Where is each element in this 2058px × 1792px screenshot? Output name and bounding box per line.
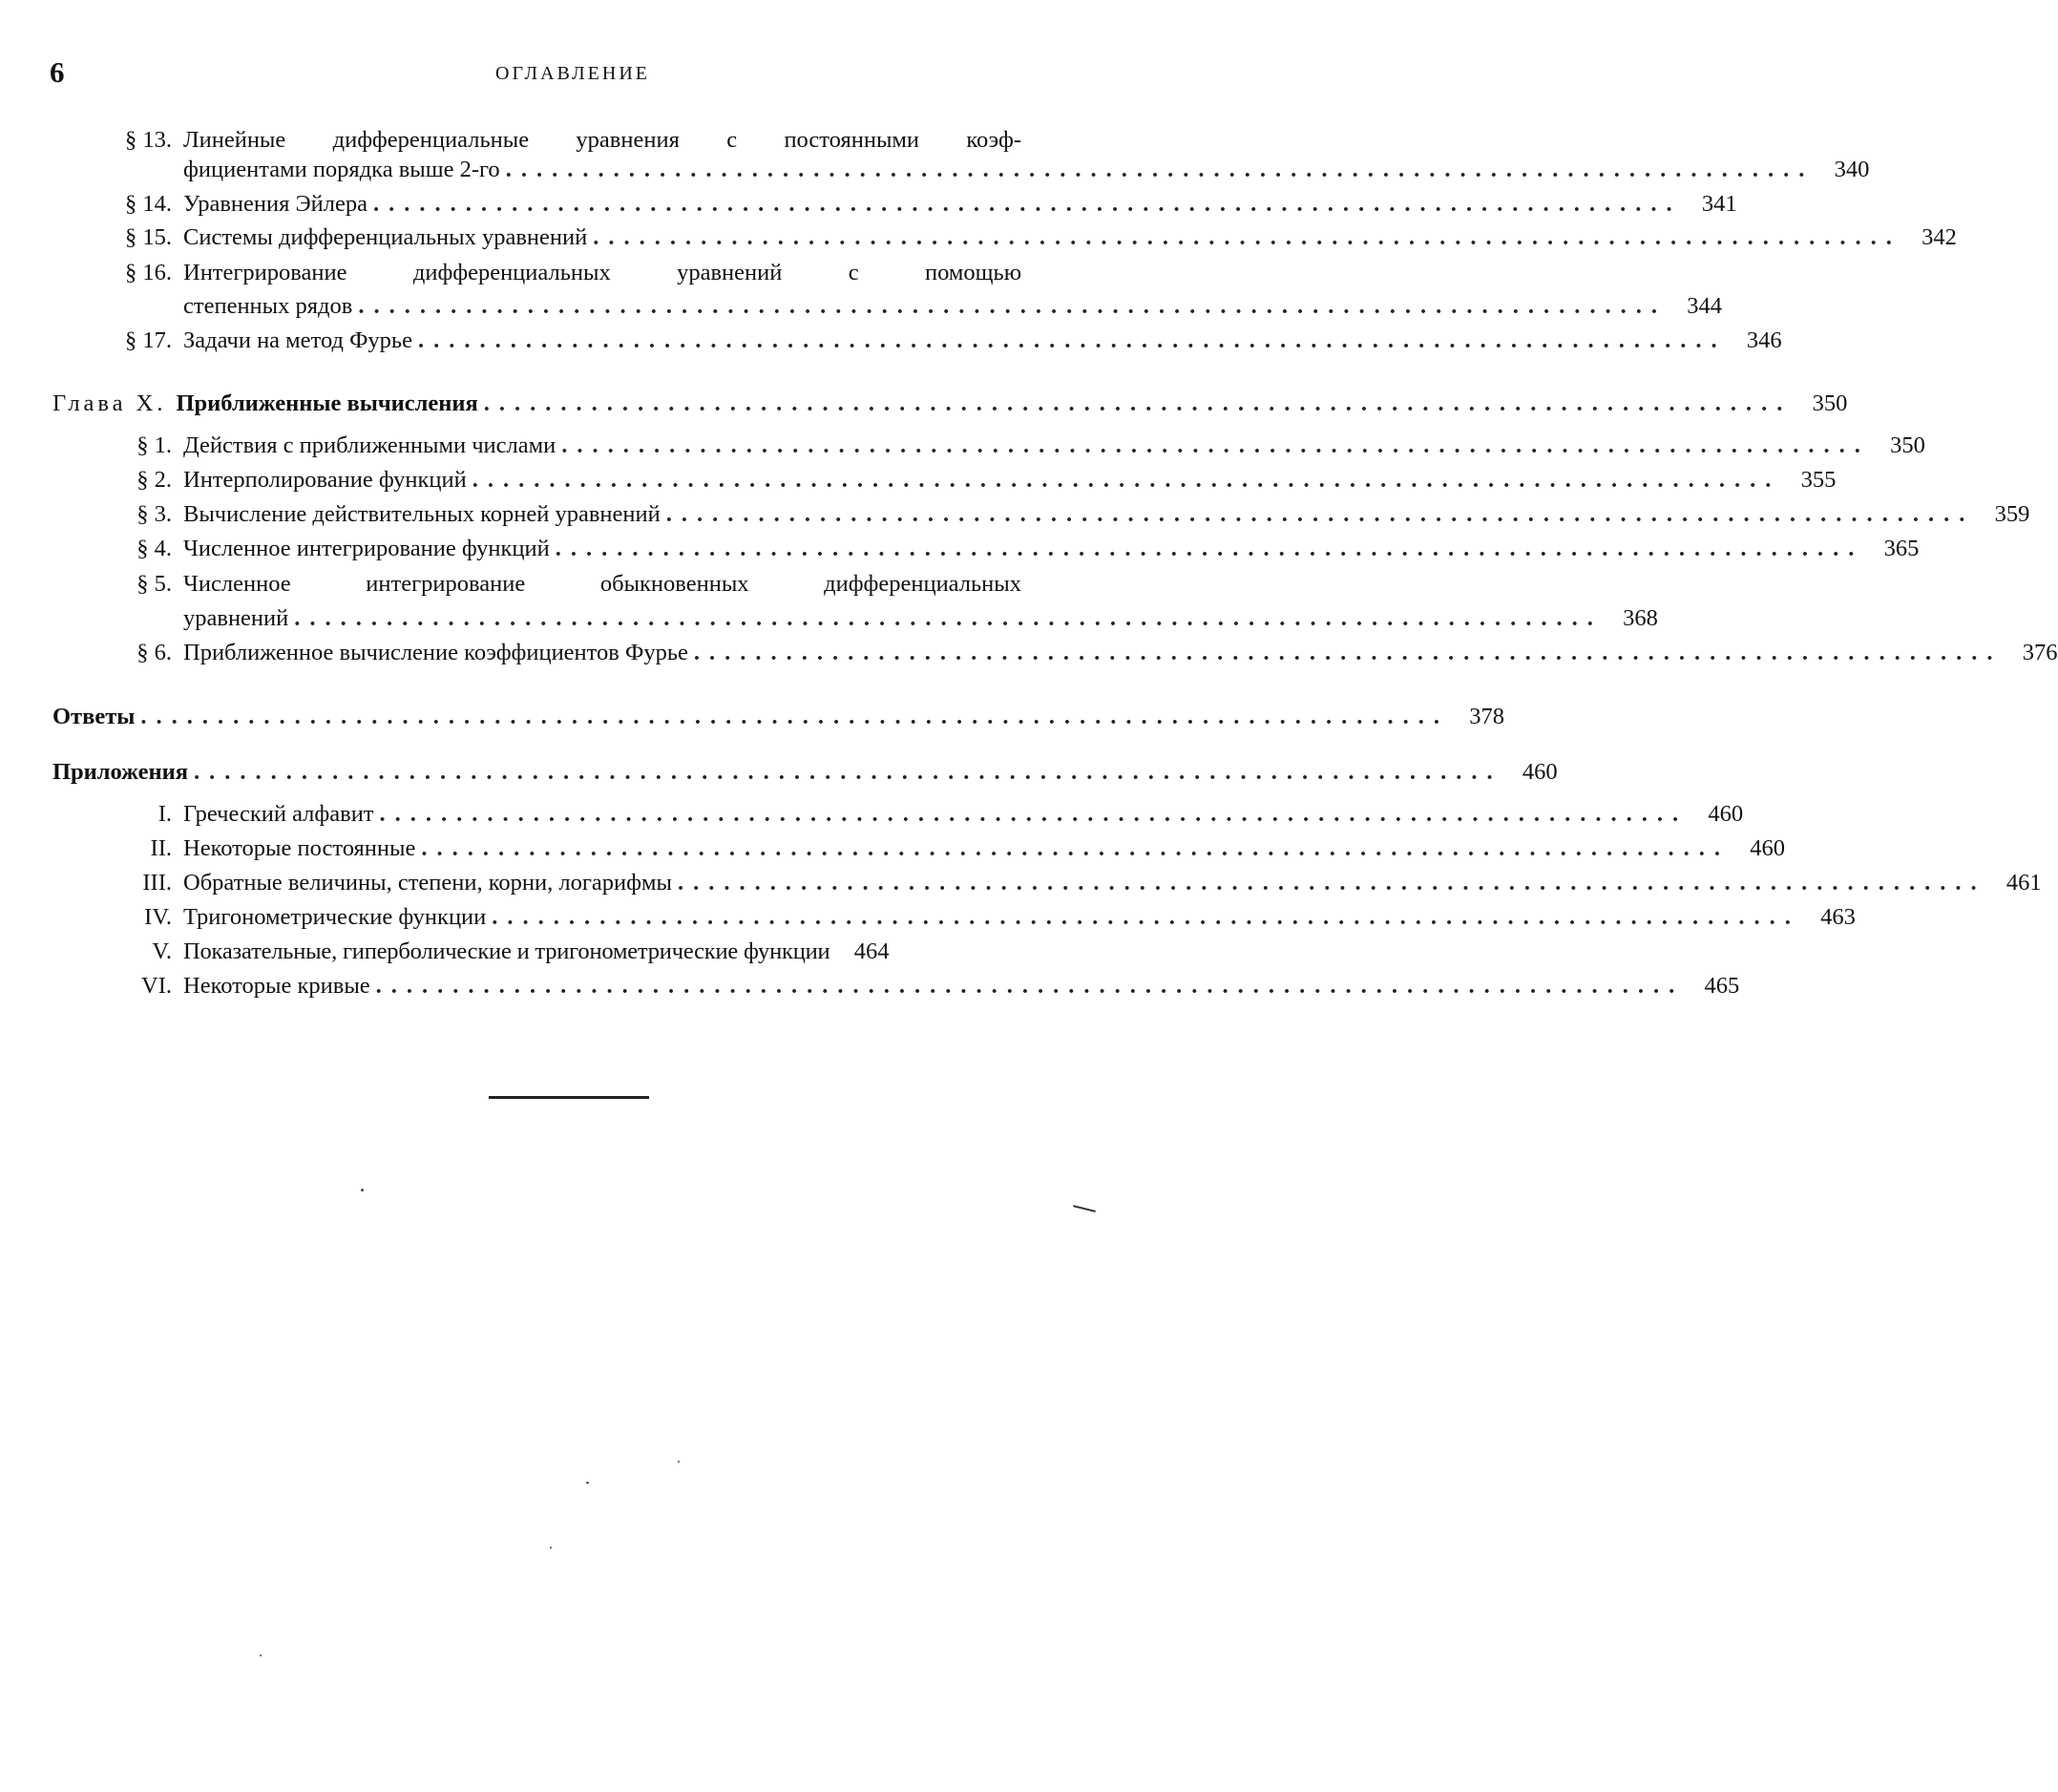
dot-leader: ..................................................................................... [373, 191, 1682, 217]
toc-entry-title: Уравнения Эйлера [183, 191, 368, 217]
toc-entry-page: 355 [1800, 467, 1837, 493]
toc-entry-page: 460 [1750, 835, 1785, 861]
toc-appendix-4 [105, 903, 1856, 932]
toc-entry-title: Греческий алфавит [183, 801, 374, 827]
toc-entry-number: § 6. [136, 640, 172, 665]
toc-entry-page: 378 [1469, 704, 1504, 729]
toc-appendices [52, 758, 1558, 787]
toc-entry-title: степенных рядов [183, 293, 353, 319]
toc-entry-page: 350 [1812, 390, 1848, 416]
dot-leader: ..................................................................................... [677, 870, 1986, 896]
toc-appendix-5 [105, 938, 1077, 966]
toc-entry-number: III. [142, 870, 172, 896]
dot-leader: ..................................................................................... [358, 293, 1667, 319]
toc-entry-number: § 17. [125, 327, 172, 353]
dot-leader: ..................................................................................... [472, 467, 1781, 493]
dot-leader: ..................................................................................... [483, 390, 1793, 416]
dot-leader: ..................................................................................... [561, 432, 1870, 458]
toc-entry-title: Показательные, гиперболические и тригонометрические функции [183, 938, 830, 964]
toc-entry-number: V. [152, 938, 172, 964]
toc-entry-page: 341 [1701, 191, 1737, 217]
toc-entry-ch10-s5-line1 [105, 570, 1021, 599]
toc-entry-number: § 5. [136, 571, 172, 597]
dot-leader: ..................................................................................... [555, 536, 1864, 561]
toc-entry-s17 [105, 327, 1782, 355]
toc-entry-page: 461 [2006, 870, 2042, 896]
toc-entry-title: Численное интегрирование функций [183, 536, 550, 561]
toc-entry-title: уравнений [183, 605, 289, 631]
scan-speck [586, 1482, 589, 1484]
toc-appendix-1 [105, 800, 1744, 829]
toc-entry-title: Численное интегрирование обыкновенных дифференциальных [183, 571, 1021, 597]
toc-entry-s16-line2 [183, 292, 1722, 321]
toc-entry-number: I. [158, 801, 172, 827]
scan-speck [678, 1461, 680, 1463]
toc-entry-title: Системы дифференциальных уравнений [183, 224, 588, 250]
toc-entry-s13-line2 [183, 156, 1870, 184]
toc-entry-title: Некоторые кривые [183, 973, 370, 999]
toc-entry-title: Действия с приближенными числами [183, 432, 556, 458]
toc-entry-s15 [105, 223, 1957, 252]
dot-leader: ..................................................................................... [140, 704, 1449, 729]
dot-leader: ..................................................................................... [294, 605, 1603, 631]
appendices-title: Приложения [52, 759, 188, 785]
running-head: ОГЛАВЛЕНИЕ [495, 63, 650, 84]
scan-speck [361, 1189, 364, 1191]
toc-entry-page: 350 [1890, 432, 1925, 458]
toc-entry-page: 463 [1820, 904, 1856, 930]
toc-entry-s16-line1 [105, 259, 1021, 287]
toc-entry-page: 368 [1623, 605, 1658, 631]
toc-entry-number: § 1. [136, 432, 172, 458]
toc-appendix-6 [105, 972, 1740, 1001]
toc-entry-number: IV. [144, 904, 172, 930]
chapter-prefix: Глава X. [52, 390, 167, 416]
toc-entry-number: VI. [141, 973, 172, 999]
toc-entry-page: 365 [1883, 536, 1920, 561]
toc-entry-title: Некоторые постоянные [183, 835, 416, 861]
dot-leader: ..................................................................................... [421, 835, 1730, 861]
scan-speck [260, 1655, 262, 1656]
dot-leader: ..................................................................................... [505, 157, 1815, 182]
toc-entry-title: Обратные величины, степени, корни, логарифмы [183, 870, 672, 896]
toc-appendix-3 [105, 869, 2042, 897]
toc-entry-s14 [105, 190, 1737, 219]
toc-entry-number: § 4. [136, 536, 172, 561]
toc-chapter-10 [52, 390, 1848, 418]
toc-answers [52, 703, 1504, 731]
toc-entry-ch10-s2 [105, 466, 1837, 495]
end-ornament-rule [489, 1096, 649, 1099]
chapter-title: Приближенные вычисления [176, 390, 478, 416]
toc-entry-page: 344 [1687, 293, 1722, 319]
toc-entry-number: § 16. [125, 260, 172, 285]
toc-entry-page: 342 [1922, 224, 1957, 250]
toc-entry-title: Тригонометрические функции [183, 904, 487, 930]
toc-entry-number: § 13. [125, 127, 172, 153]
toc-appendix-2 [105, 834, 1785, 863]
toc-entry-title: Приближенное вычисление коэффициентов Фурье [183, 640, 688, 665]
toc-entry-page: 465 [1704, 973, 1740, 999]
toc-entry-page: 340 [1834, 157, 1870, 182]
dot-leader: ..................................................................................... [417, 327, 1727, 353]
toc-entry-page: 346 [1746, 327, 1782, 353]
toc-entry-number: § 2. [136, 467, 172, 493]
toc-entry-page: 464 [853, 938, 890, 964]
toc-entry-page: 460 [1522, 759, 1558, 785]
toc-entry-title: фициентами порядка выше 2-го [183, 157, 500, 182]
toc-entry-title: Задачи на метод Фурье [183, 327, 412, 353]
dot-leader: ..................................................................................... [693, 640, 2003, 665]
dot-leader: ..................................................................................... [593, 224, 1901, 250]
dot-leader: ..................................................................................... [375, 973, 1685, 999]
toc-entry-page: 376 [2022, 640, 2058, 665]
toc-entry-ch10-s3 [105, 500, 2030, 529]
toc-entry-ch10-s1 [105, 432, 1925, 460]
toc-entry-s13-line1 [105, 126, 1021, 155]
toc-entry-number: § 3. [136, 501, 172, 527]
toc-entry-ch10-s4 [105, 535, 1920, 563]
dot-leader: ..................................................................................... [379, 801, 1689, 827]
page-number: 6 [50, 55, 65, 89]
toc-entry-ch10-s5-line2 [183, 604, 1658, 633]
toc-entry-title: Интегрирование дифференциальных уравнений с помощью [183, 260, 1021, 285]
answers-title: Ответы [52, 704, 136, 729]
toc-entry-title: Интерполирование функций [183, 467, 467, 493]
toc-entry-ch10-s6 [105, 639, 2058, 667]
toc-entry-page: 460 [1708, 801, 1744, 827]
toc-entry-number: § 15. [125, 224, 172, 250]
dot-leader: ..................................................................................... [665, 501, 1975, 527]
scan-speck [550, 1547, 552, 1549]
toc-entry-number: § 14. [125, 191, 172, 217]
toc-entry-page: 359 [1994, 501, 2030, 527]
toc-entry-number: II. [150, 835, 172, 861]
dot-leader: ..................................................................................... [492, 904, 1800, 930]
toc-entry-title: Линейные дифференциальные уравнения с постоянными коэф- [183, 127, 1021, 153]
dot-leader: ..................................................................................... [194, 759, 1502, 785]
toc-entry-title: Вычисление действительных корней уравнений [183, 501, 661, 527]
